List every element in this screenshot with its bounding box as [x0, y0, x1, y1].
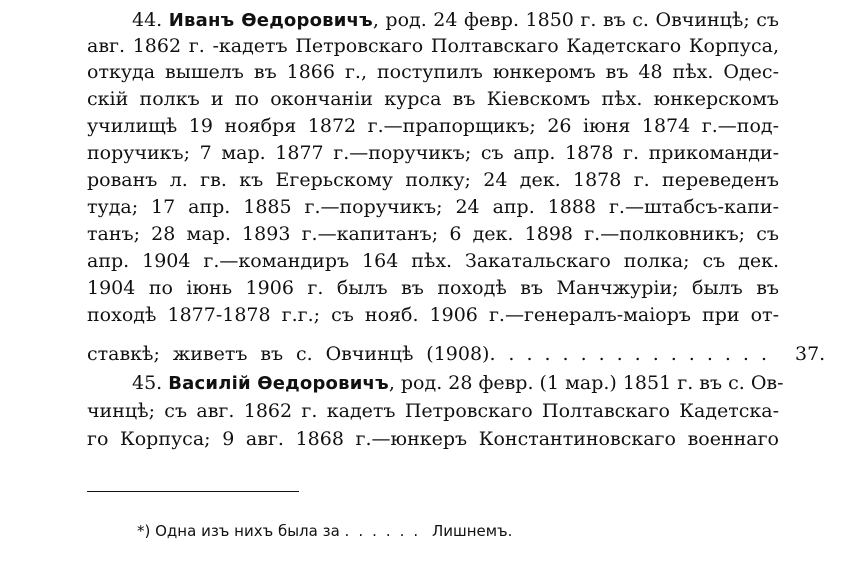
footnote-text: *) Одна изъ нихъ была за: [137, 522, 340, 540]
entry-44-line-6: поручикъ; 7 мар. 1877 г.—поручикъ; съ апр. 1878 г. прикоманди-: [87, 142, 779, 164]
entry-44-text-1: , род. 24 февр. 1850 г. въ с. Овчинцѣ; съ: [372, 9, 779, 31]
entry-44-line-4: скій полкъ и по окончаніи курса въ Кіевскомъ пѣх. юнкерскомъ: [87, 88, 779, 110]
entry-45-name: Василій Өедоровичъ: [168, 373, 389, 394]
leader-dots: ...............: [508, 343, 779, 365]
footnote-rule: [87, 491, 299, 492]
page-number: 37.: [795, 343, 826, 365]
entry-44-line-12: походѣ 1877-1878 г.г.; съ нояб. 1906 г.—генералъ-маіоръ при от-: [87, 304, 779, 326]
footnote-dots: ......: [344, 522, 428, 540]
entry-44-line-13: [87, 341, 779, 367]
entry-44-line-2: авг. 1862 г. -кадетъ Петровскаго Полтавскаго Кадетскаго Корпуса,: [87, 35, 779, 57]
entry-44-line-11: 1904 по іюнь 1906 г. былъ въ походѣ въ Манчжуріи; былъ въ: [87, 277, 779, 299]
entry-44-line-8: туда; 17 апр. 1885 г.—поручикъ; 24 апр. 1888 г.—штабсъ-капи-: [87, 196, 779, 218]
entry-45-text-1: , род. 28 февр. (1 мар.) 1851 г. въ с. Ов-: [388, 372, 784, 394]
entry-45-number: 45.: [132, 372, 163, 394]
entry-44-line-1: [132, 7, 779, 34]
entry-44-text-13: ставкѣ; живетъ въ с. Овчинцѣ (1908).: [87, 343, 496, 365]
entry-44-line-3: откуда вышелъ въ 1866 г., поступилъ юнкеромъ въ 48 пѣх. Одес-: [87, 61, 779, 83]
footnote: [137, 521, 512, 541]
entry-44-line-7: рованъ л. гв. къ Егерьскому полку; 24 дек. 1878 г. переведенъ: [87, 169, 779, 191]
entry-44-number: 44.: [132, 9, 163, 31]
entry-44-line-5: училищѣ 19 ноября 1872 г.—прапорщикъ; 26 іюня 1874 г.—под-: [87, 115, 779, 137]
entry-45-line-3: го Корпуса; 9 авг. 1868 г.—юнкеръ Константиновскаго военнаго: [87, 428, 779, 450]
entry-44-line-10: апр. 1904 г.—командиръ 164 пѣх. Закатальскаго полка; съ дек.: [87, 250, 779, 272]
entry-44-line-9: танъ; 28 мар. 1893 г.—капитанъ; 6 дек. 1898 г.—полковникъ; съ: [87, 223, 779, 245]
footnote-name: Лишнемъ.: [431, 522, 513, 540]
entry-44-name: Иванъ Өедоровичъ: [168, 10, 373, 31]
entry-45-line-1: [132, 370, 784, 397]
entry-45-line-2: чинцѣ; съ авг. 1862 г. кадетъ Петровскаго Полтавскаго Кадетска-: [87, 400, 779, 422]
